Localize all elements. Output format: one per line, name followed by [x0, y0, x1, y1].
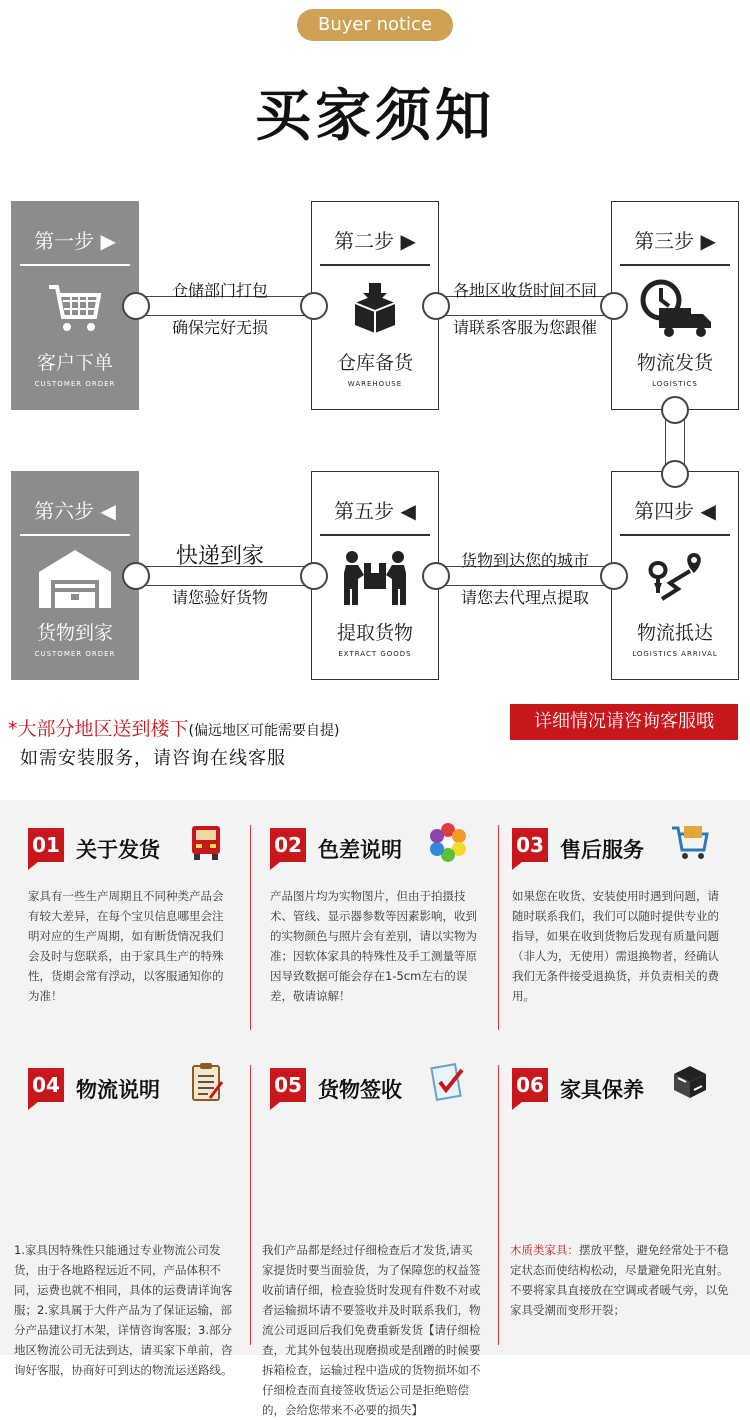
- step-6-box: [11, 471, 139, 680]
- warehouse-box-icon: [345, 279, 405, 339]
- info-card-logistics: [14, 1068, 266, 1377]
- location-pin-icon: [642, 549, 708, 609]
- card-body: 1.家具因特殊性只能通过专业物流公司发货，由于各地路程远近不同，产品体积不同，运费也就不相同，具体的运费请详询客服；2.家具属于大件产品为了保证运输，部分产品建议打木架，详情咨询客服；3.部分地区物流公司无法到达，请买家下单前，咨询好客服，协商好可到达的物流运送路线。: [14, 1243, 233, 1377]
- card-number: 01: [28, 828, 64, 862]
- step-3-box: [611, 201, 739, 410]
- connector-text-bottom: 请您验好货物: [171, 588, 268, 607]
- step-name-en: LOGISTICS ARRIVAL: [632, 650, 718, 658]
- step-name-en: LOGISTICS: [652, 380, 698, 388]
- step-label: 第四步 ◀: [634, 499, 716, 523]
- buyer-notice-badge: Buyer notice: [297, 9, 453, 41]
- card-number: 06: [512, 1068, 548, 1102]
- card-title: 色差说明: [318, 838, 402, 862]
- fire-truck-icon: [186, 822, 226, 862]
- checklist-icon: [428, 1062, 468, 1102]
- card-body: [510, 1240, 732, 1320]
- connector-text-top: 各地区收货时间不同: [452, 281, 597, 300]
- delivery-notice: [8, 714, 339, 741]
- step-2-box: [311, 201, 439, 410]
- connector-text-top: 货物到达您的城市: [460, 551, 589, 570]
- home-garage-icon: [37, 548, 113, 610]
- info-card-after-sales: [512, 828, 750, 1003]
- step-name: 仓库备货: [336, 352, 413, 374]
- connector-text-bottom: 请联系客服为您跟催: [452, 318, 597, 337]
- delivery-truck-icon: [635, 278, 715, 340]
- consult-service-button[interactable]: 详细情况请咨询客服哦: [510, 704, 738, 740]
- step-5-box: [311, 471, 439, 680]
- color-wheel-icon: [428, 822, 468, 862]
- page-title: 买家须知: [255, 84, 495, 149]
- connector-text-top: 仓储部门打包: [171, 281, 268, 300]
- card-title: 售后服务: [560, 838, 644, 862]
- card-body-text: 摆放平整，避免经常处于不稳定状态而使结构松动，尽量避免阳光直射。不要将家具直接放在空调或者暖气旁，以免家具受潮而变形开裂；: [510, 1243, 729, 1317]
- card-number: 05: [270, 1068, 306, 1102]
- info-card-maintenance: [510, 1068, 750, 1317]
- card-body: 如果您在收货、安装使用时遇到问题，请随时联系我们，我们可以随时提供专业的指导，如果在收到货物后发现有质量问题（非人为，无使用）需退换物者，经确认我们无条件接受退换货，并负责相关的费用。: [512, 889, 719, 1003]
- step-4-box: [611, 471, 739, 680]
- card-body: 我们产品都是经过仔细检查后才发货,请买家提货时要当面验货，为了保障您的权益签收前请仔细，检查验货时发现有件数不对或者运输损坏请不要签收并及时联系我们，物流公司返回后我们免费重新发货【请仔细检查，尤其外包装出现磨损或是刮蹭的时候要拆箱检查，运输过程中造成的货物损坏如不仔细检查而直接签收货运公司是拒绝赔偿的，会给您带来不必要的损失】: [262, 1243, 481, 1417]
- step-name: 客户下单: [36, 352, 113, 374]
- connector-text-bottom: 确保完好无损: [171, 318, 268, 337]
- card-number: 04: [28, 1068, 64, 1102]
- step-name: 物流发货: [636, 352, 713, 374]
- step-name: 货物到家: [36, 622, 113, 644]
- info-section: [0, 800, 750, 1417]
- info-card-color: [270, 828, 508, 1003]
- connector-knob: [661, 396, 689, 424]
- step-label: 第一步 ▶: [34, 229, 116, 253]
- step-name: 物流抵达: [636, 622, 713, 644]
- card-title: 家具保养: [560, 1078, 644, 1102]
- people-carry-icon: [340, 549, 410, 609]
- notice-red-text: 大部分地区送到楼下: [17, 718, 189, 740]
- clipboard-icon: [186, 1062, 226, 1102]
- step-label: 第三步 ▶: [634, 229, 716, 253]
- step-name-en: EXTRACT GOODS: [338, 650, 412, 658]
- step-label: 第二步 ▶: [334, 229, 416, 253]
- step-name: 提取货物: [336, 622, 413, 644]
- card-title: 关于发货: [76, 838, 160, 862]
- connector-knob: [661, 460, 689, 488]
- info-card-shipping: [28, 828, 266, 1003]
- card-body-highlight: 木质类家具：: [510, 1243, 579, 1257]
- connector-knob: [300, 562, 328, 590]
- card-number: 02: [270, 828, 306, 862]
- info-card-receipt: [262, 1068, 508, 1417]
- card-body: 产品图片均为实物图片，但由于拍摄技术、管线、显示器参数等因素影响，收到的实物颜色与照片会有差别，请以实物为准；因软体家具的特殊性及手工测量等原因导致数据可能会存在1-5cm左右的误差，敬请谅解！: [270, 889, 477, 1003]
- box-care-icon: [670, 1062, 710, 1102]
- notice-star: *: [8, 718, 18, 740]
- shopping-trolley-icon: [670, 822, 710, 862]
- card-title: 货物签收: [318, 1078, 402, 1102]
- step-name-en: CUSTOMER ORDER: [34, 650, 116, 658]
- install-notice: 如需安装服务，请咨询在线客服: [20, 748, 286, 769]
- connector-text-bottom: 请您去代理点提取: [460, 588, 589, 607]
- step-label: 第五步 ◀: [334, 499, 416, 523]
- card-number: 03: [512, 828, 548, 862]
- card-title: 物流说明: [76, 1078, 160, 1102]
- step-name-en: CUSTOMER ORDER: [34, 380, 116, 388]
- connector-text-top: 快递到家: [175, 544, 264, 569]
- notice-small-text: (偏远地区可能需要自提): [188, 723, 340, 739]
- shopping-cart-icon: [45, 279, 105, 339]
- step-label: 第六步 ◀: [34, 499, 116, 523]
- connector-knob: [300, 292, 328, 320]
- step-name-en: WAREHOUSE: [347, 380, 403, 388]
- step-1-box: [11, 201, 139, 410]
- card-body: 家具有一些生产周期且不同种类产品会有较大差异，在每个宝贝信息哪里会注明对应的生产周期，如有断货情况我们会及时与您联系，由于家具生产的特殊性，货期会常有浮动，以客服通知你的为准！: [28, 889, 224, 1003]
